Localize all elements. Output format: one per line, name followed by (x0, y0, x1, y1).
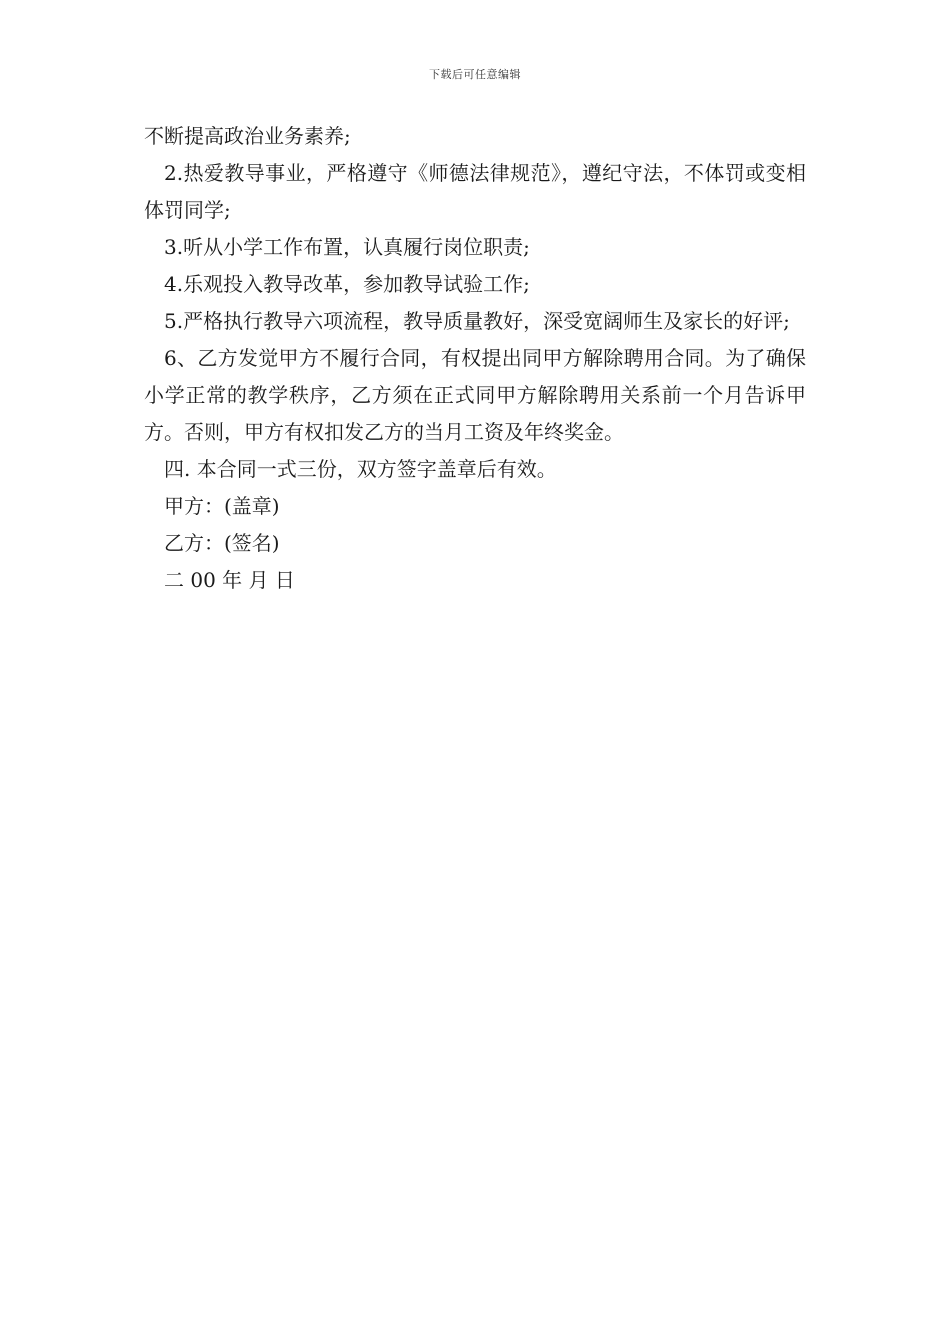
paragraph-item-5: 5.严格执行教导六项流程，教导质量教好，深受宽阔师生及家长的好评; (164, 309, 790, 333)
date-line: 二 00 年 月 日 (164, 568, 295, 592)
header-note: 下载后可任意编辑 (429, 68, 521, 81)
paragraph-item-2: 2.热爱教导事业，严格遵守《师德法律规范》，遵纪守法，不体罚或变相体罚同学; (144, 161, 806, 222)
paragraph-clause-4: 四. 本合同一式三份，双方签字盖章后有效。 (164, 457, 557, 481)
party-b-signature: 乙方：(签名) (164, 531, 280, 555)
paragraph-item-4: 4.乐观投入教导改革，参加教导试验工作; (164, 272, 530, 296)
paragraph-continuation: 不断提高政治业务素养; (144, 124, 351, 148)
paragraph-item-6: 6、乙方发觉甲方不履行合同，有权提出同甲方解除聘用合同。为了确保小学正常的教学秩序，乙方须在正式同甲方解除聘用关系前一个月告诉甲方。否则，甲方有权扣发乙方的当月工资及年终奖金。 (144, 346, 806, 444)
paragraph-item-3: 3.听从小学工作布置，认真履行岗位职责; (164, 235, 530, 259)
party-a-signature: 甲方：(盖章) (164, 494, 280, 518)
document-body (144, 118, 806, 599)
